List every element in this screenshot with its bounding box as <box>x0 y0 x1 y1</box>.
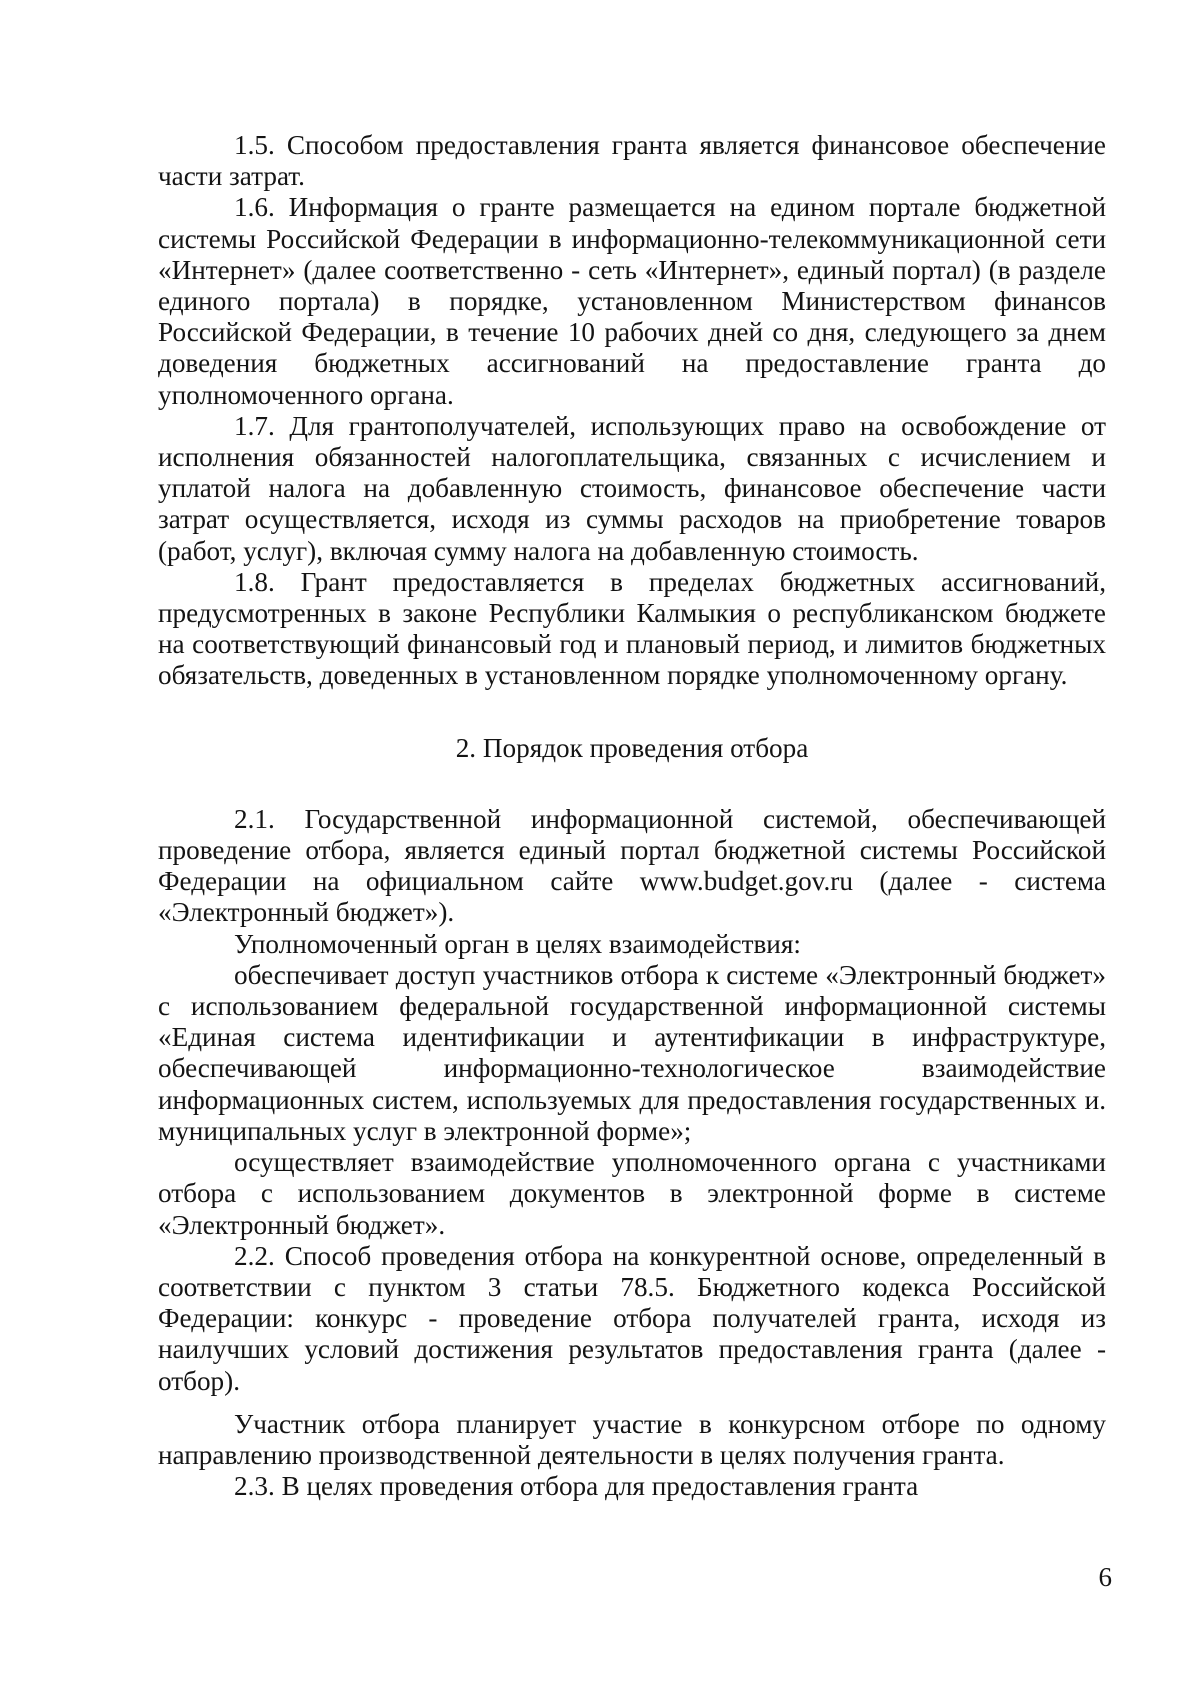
section-2-heading: 2. Порядок проведения отбора <box>455 732 809 763</box>
paragraph-2-1: 2.1. Государственной информационной системой, обеспечивающей проведение отбора, является единый портал бюджетной системы Российской Федерации на официальном сайте www.budget.gov.ru (далее - система «Электронный бюджет»). <box>158 803 1106 928</box>
paragraph-interaction: осуществляет взаимодействие уполномоченного органа с участниками отбора с использованием документов в электронной форме в системе «Электронный бюджет». <box>158 1147 1106 1240</box>
paragraph-authorized-body: Уполномоченный орган в целях взаимодействия: <box>234 928 801 959</box>
paragraph-1-6: 1.6. Информация о гранте размещается на едином портале бюджетной системы Российской Федерации в информационно-телекоммуникационной сети «Интернет» (далее соответственно - сеть «Интернет», единый портал) (в разделе единого портала) в порядке, установленном Министерством финансов Российской Федерации, в течение 10 рабочих дней со дня, следующего за днем доведения бюджетных ассигнований на предоставление гранта до уполномоченного органа. <box>158 192 1106 410</box>
paragraph-1-5: 1.5. Способом предоставления гранта является финансовое обеспечение части затрат. <box>158 130 1106 192</box>
page-number: 6 <box>1098 1562 1112 1592</box>
paragraph-1-7: 1.7. Для грантополучателей, использующих право на освобождение от исполнения обязанностей налогоплательщика, связанных с исчислением и уплатой налога на добавленную стоимость, финансовое обеспечение части затрат осуществляется, исходя из суммы расходов на приобретение товаров (работ, услуг), включая сумму налога на добавленную стоимость. <box>158 410 1106 566</box>
paragraph-2-2: 2.2. Способ проведения отбора на конкурентной основе, определенный в соответствии с пунктом 3 статьи 78.5. Бюджетного кодекса Российской Федерации: конкурс - проведение отбора получателей гранта, исходя из наилучших условий достижения результатов предоставления гранта (далее - отбор). <box>158 1240 1106 1396</box>
document-body <box>158 130 1106 1502</box>
paragraph-provides-access: обеспечивает доступ участников отбора к системе «Электронный бюджет» с использованием федеральной государственной информационной системы «Единая система идентификации и аутентификации в инфраструктуре, обеспечивающей информационно-технологическое взаимодействие информационных систем, используемых для предоставления государственных и. муниципальных услуг в электронной форме»; <box>158 959 1106 1146</box>
paragraph-1-8: 1.8. Грант предоставляется в пределах бюджетных ассигнований, предусмотренных в законе Республики Калмыкия о республиканском бюджете на соответствующий финансовый год и плановый период, и лимитов бюджетных обязательств, доведенных в установленном порядке уполномоченному органу. <box>158 566 1106 691</box>
paragraph-participant: Участник отбора планирует участие в конкурсном отборе по одному направлению производственной деятельности в целях получения гранта. <box>158 1408 1106 1470</box>
paragraph-2-3: 2.3. В целях проведения отбора для предоставления гранта <box>234 1471 919 1502</box>
